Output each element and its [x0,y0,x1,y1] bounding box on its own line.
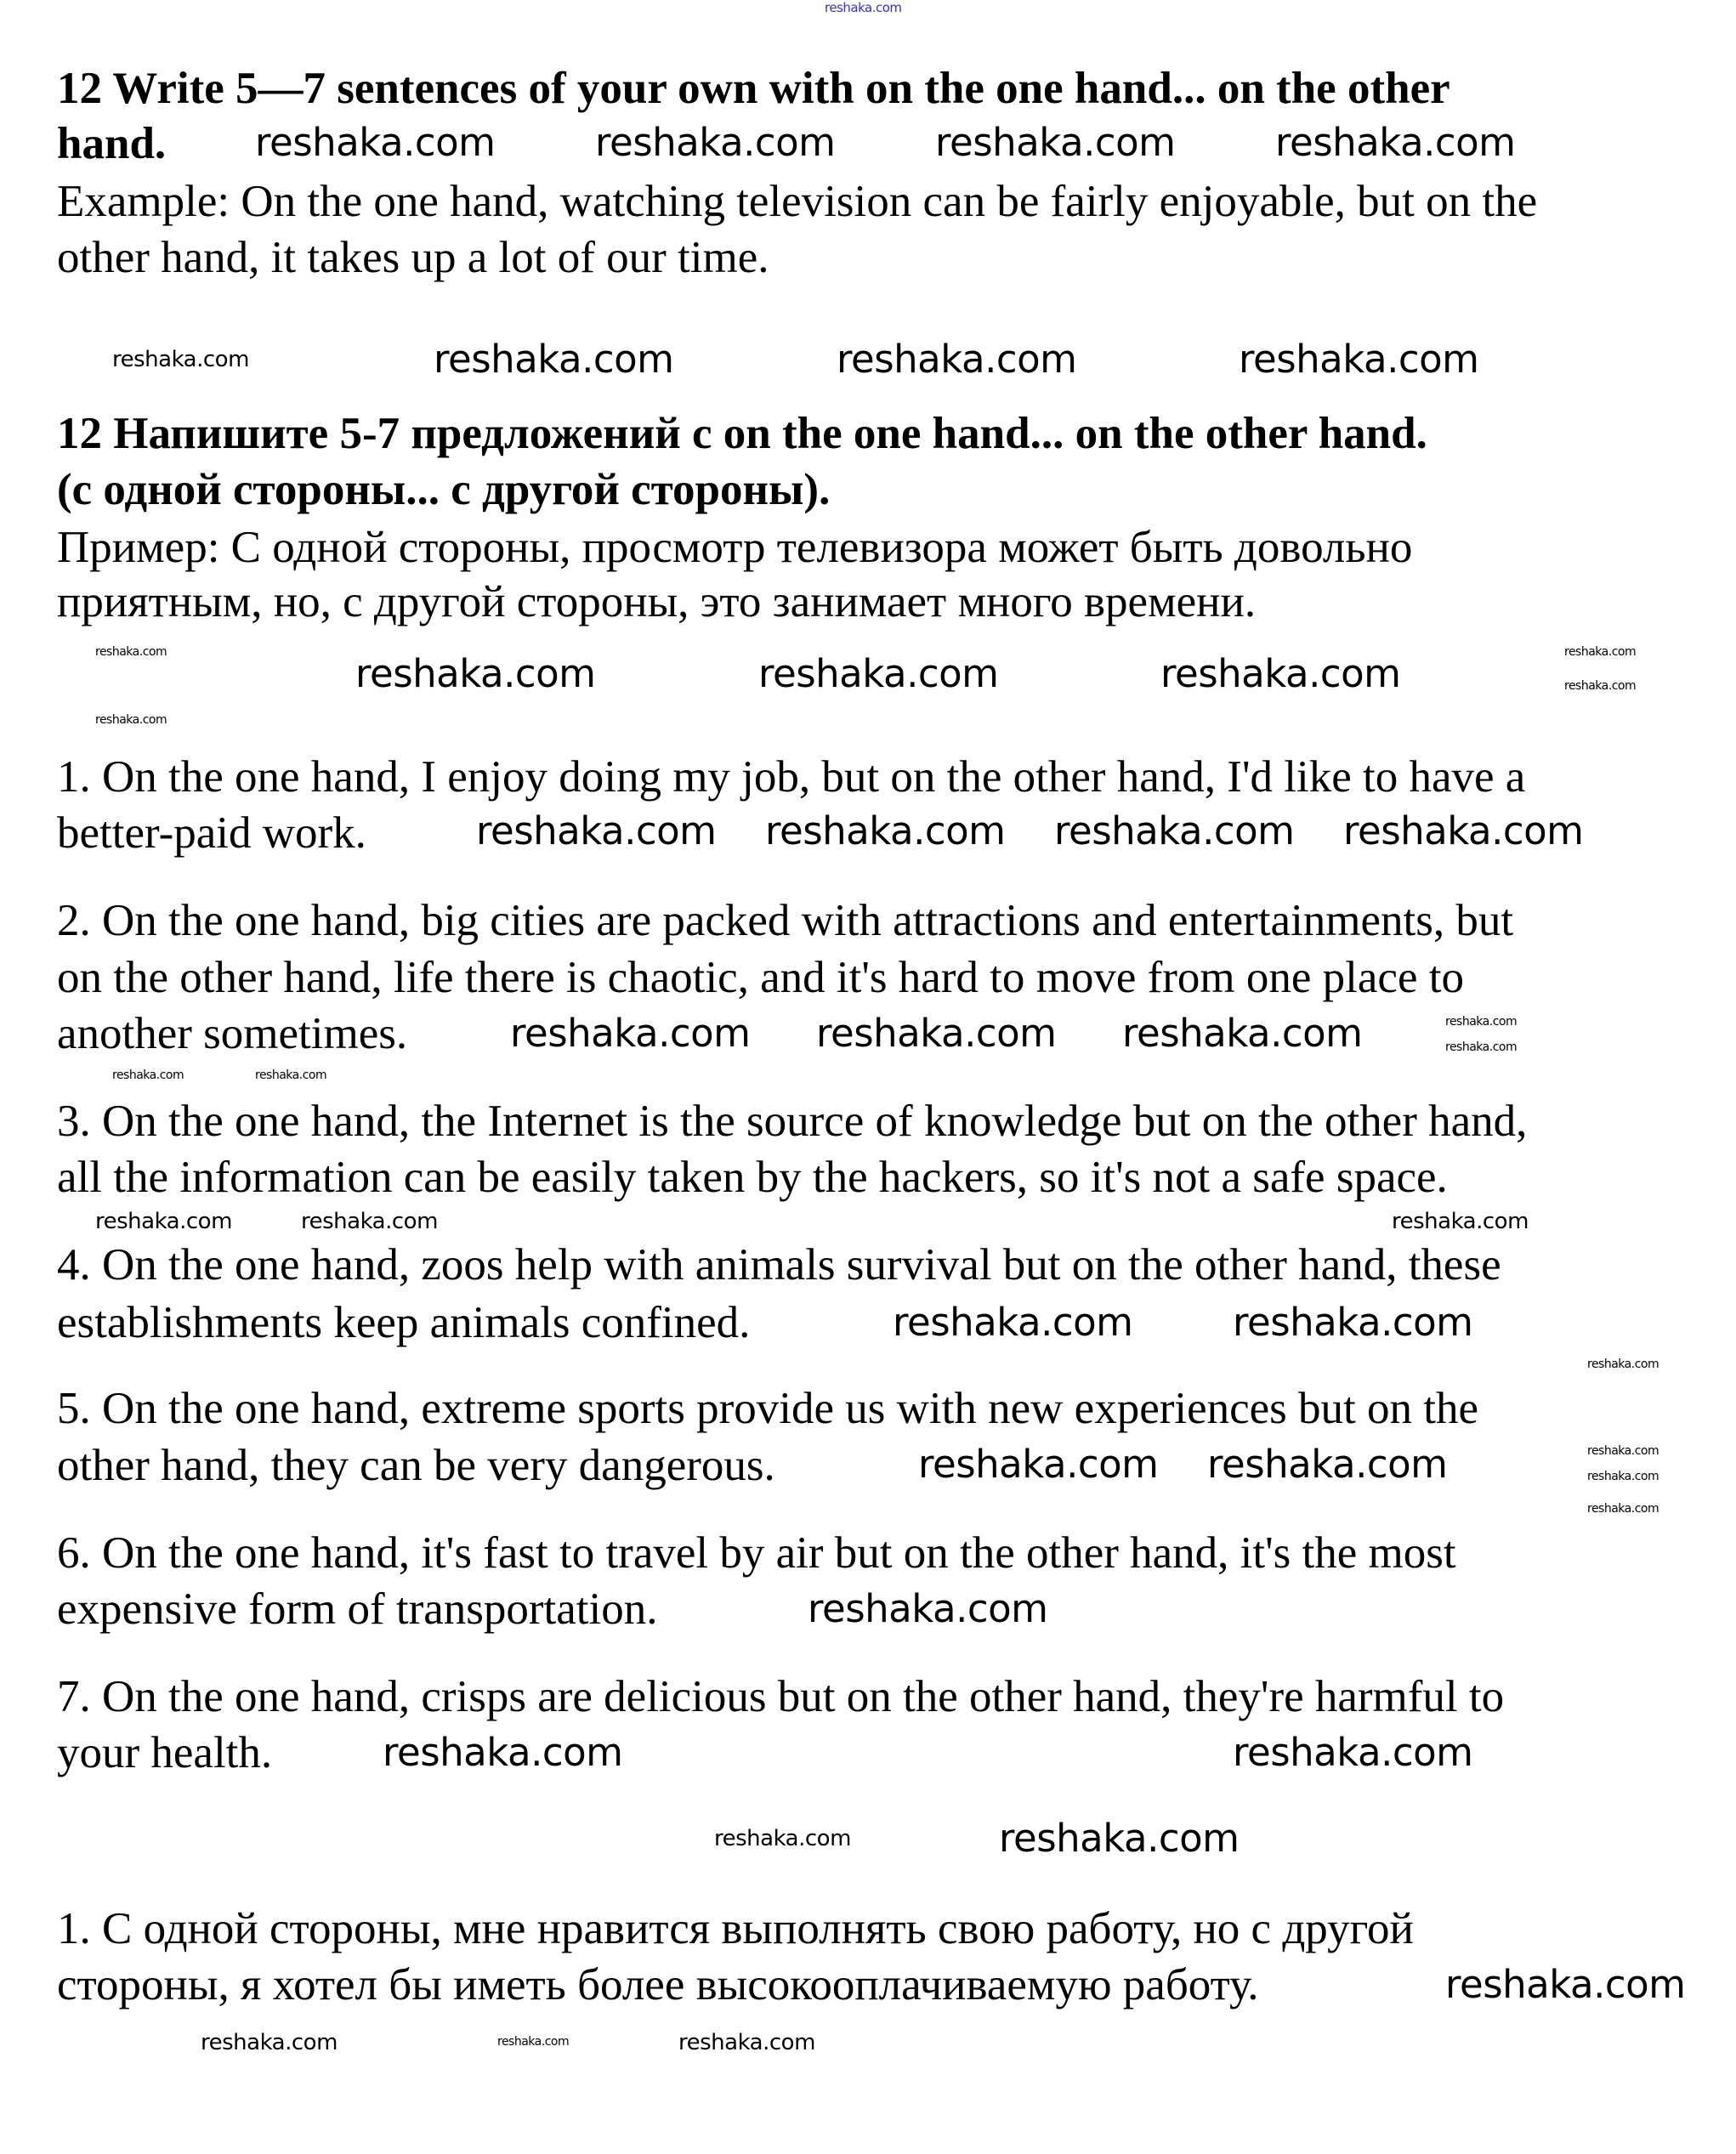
watermark: reshaka.com [765,808,1006,853]
watermark: reshaka.com [255,120,496,165]
watermark: reshaka.com [893,1300,1133,1345]
text-line: 2. On the one hand, big cities are packed with attractions and entertainments, but [57,896,1514,945]
text-line: 7. On the one hand, crisps are delicious but on the other hand, they're harmful to [57,1672,1505,1721]
text-line: other hand, it takes up a lot of our time. [57,233,769,282]
watermark: reshaka.com [95,713,167,727]
watermark: reshaka.com [714,1826,851,1851]
watermark: reshaka.com [1233,1730,1473,1775]
text-line: Example: On the one hand, watching television can be fairly enjoyable, but on the [57,177,1538,226]
watermark: reshaka.com [825,0,902,15]
text-line: expensive form of transportation. [57,1584,658,1634]
watermark: reshaka.com [355,651,596,696]
watermark: reshaka.com [678,2030,815,2055]
task-heading-line: hand. [57,119,167,168]
task-heading-line: 12 Write 5—7 sentences of your own with on the one hand... on the other [57,64,1450,113]
watermark: reshaka.com [758,651,999,696]
text-line: Пример: С одной стороны, просмотр телевизора может быть довольно [57,523,1413,572]
watermark: reshaka.com [935,120,1176,165]
watermark: reshaka.com [1160,651,1401,696]
text-line: other hand, they can be very dangerous. [57,1441,775,1490]
text-line: стороны, я хотел бы иметь более высокооплачиваемую работу. [57,1960,1259,2009]
watermark: reshaka.com [1233,1300,1473,1345]
watermark: reshaka.com [95,645,167,659]
task-heading-line: 12 Напишите 5-7 предложений с on the one hand... on the other hand. [57,409,1427,458]
watermark: reshaka.com [476,808,717,853]
task-heading-line: (с одной стороны... с другой стороны). [57,465,831,514]
watermark: reshaka.com [1587,1502,1659,1516]
text-line: better-paid work. [57,808,366,858]
watermark: reshaka.com [808,1586,1048,1631]
text-line: 3. On the one hand, the Internet is the source of knowledge but on the other hand, [57,1097,1528,1146]
text-line: on the other hand, life there is chaotic, and it's hard to move from one place to [57,953,1464,1002]
watermark: reshaka.com [1564,679,1637,693]
watermark: reshaka.com [1239,337,1479,382]
watermark: reshaka.com [1054,808,1295,853]
text-line: 6. On the one hand, it's fast to travel by air but on the other hand, it's the most [57,1528,1456,1578]
watermark: reshaka.com [201,2030,338,2055]
watermark: reshaka.com [1445,1962,1686,2007]
watermark: reshaka.com [95,1209,232,1234]
watermark: reshaka.com [999,1816,1240,1861]
watermark: reshaka.com [434,337,674,382]
watermark: reshaka.com [816,1011,1057,1056]
text-line: 1. On the one hand, I enjoy doing my job, but on the other hand, I'd like to have a [57,752,1526,802]
watermark: reshaka.com [112,347,249,372]
text-line: another sometimes. [57,1009,408,1058]
watermark: reshaka.com [1122,1011,1363,1056]
watermark: reshaka.com [837,337,1077,382]
watermark: reshaka.com [497,2035,570,2049]
text-line: 4. On the one hand, zoos help with animals survival but on the other hand, these [57,1240,1501,1290]
watermark: reshaka.com [1392,1209,1529,1234]
watermark: reshaka.com [255,1068,327,1082]
watermark: reshaka.com [1445,1040,1518,1054]
watermark: reshaka.com [1275,120,1516,165]
watermark: reshaka.com [1587,1358,1659,1371]
watermark: reshaka.com [918,1442,1159,1487]
watermark: reshaka.com [301,1209,438,1234]
text-line: your health. [57,1728,273,1777]
text-line: приятным, но, с другой стороны, это занимает много времени. [57,577,1257,626]
watermark: reshaka.com [1445,1015,1518,1029]
text-line: 1. С одной стороны, мне нравится выполнять свою работу, но с другой [57,1904,1414,1953]
watermark: reshaka.com [510,1011,751,1056]
watermark: reshaka.com [112,1068,184,1082]
watermark: reshaka.com [383,1730,623,1775]
watermark: reshaka.com [1587,1470,1659,1483]
text-line: 5. On the one hand, extreme sports provide us with new experiences but on the [57,1384,1479,1433]
watermark: reshaka.com [1343,808,1584,853]
watermark: reshaka.com [1587,1444,1659,1458]
watermark: reshaka.com [595,120,836,165]
text-line: establishments keep animals confined. [57,1298,751,1347]
watermark: reshaka.com [1564,645,1637,659]
watermark: reshaka.com [1207,1442,1448,1487]
text-line: all the information can be easily taken by the hackers, so it's not a safe space. [57,1153,1448,1202]
